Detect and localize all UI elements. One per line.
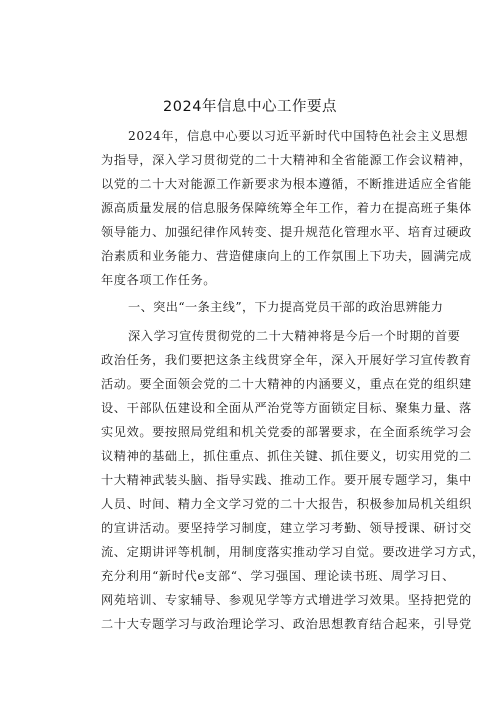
section-1-line-3: 活动。要全面领会党的二十大精神的内涵要义，重点在党的组织建 bbox=[101, 377, 472, 391]
section-1-line-8: 人员、时间、精力全文学习党的二十大报告，积极参加局机关组织 bbox=[101, 497, 472, 511]
intro-line-1: 2024年，信息中心要以习近平新时代中国特色社会主义思想 bbox=[128, 129, 469, 143]
section-1-line-2: 政治任务，我们要把这条主线贯穿全年，深入开展好学习宣传教育 bbox=[101, 353, 472, 367]
intro-line-4: 源高质量发展的信息服务保障统筹全年工作，着力在提高班子集体 bbox=[101, 201, 472, 215]
section-1-line-9: 的宣讲活动。要坚持学习制度，建立学习考勤、领导授课、研讨交 bbox=[101, 521, 472, 535]
intro-line-5: 领导能力、加强纪律作风转变、提升规范化管理水平、培育过硬政 bbox=[101, 225, 472, 239]
intro-line-3: 以党的二十大对能源工作新要求为根本遵循，不断推进适应全省能 bbox=[101, 177, 472, 191]
document-title: 2024年信息中心工作要点 bbox=[163, 99, 337, 115]
intro-line-6: 治素质和业务能力、营造健康向上的工作氛围上下功夫，圆满完成 bbox=[101, 249, 472, 263]
section-1-line-5: 实见效。要按照局党组和机关党委的部署要求，在全面系统学习会 bbox=[101, 425, 472, 439]
section-1-heading: 一、突出“一条主线”，下力提高党员干部的政治思辨能力 bbox=[128, 300, 444, 314]
section-1-line-13: 二十大专题学习与政治理论学习、政治思想教育结合起来，引导党 bbox=[101, 617, 472, 631]
section-1-line-7: 十大精神武装头脑、指导实践、推动工作。要开展专题学习，集中 bbox=[101, 473, 472, 487]
intro-line-7: 年度各项工作任务。 bbox=[101, 273, 217, 287]
section-1-line-4: 设、干部队伍建设和全面从严治党等方面锁定目标、聚集力量、落 bbox=[101, 401, 472, 415]
section-1-line-11: 充分利用“新时代e支部“、学习强国、理论读书班、周学习日、 bbox=[101, 569, 455, 583]
intro-line-2: 为指导，深入学习贯彻党的二十大精神和全省能源工作会议精神， bbox=[101, 153, 472, 167]
section-1-line-6: 议精神的基础上，抓住重点、抓住关键、抓住要义，切实用党的二 bbox=[101, 449, 472, 463]
section-1-line-10: 流、定期讲评等机制，用制度落实推动学习自觉。要改进学习方式， bbox=[101, 545, 485, 559]
section-1-line-1: 深入学习宣传贯彻党的二十大精神将是今后一个时期的首要 bbox=[128, 329, 461, 343]
section-1-line-12: 网苑培训、专家辅导、参观见学等方式增进学习效果。坚持把党的 bbox=[101, 593, 472, 607]
